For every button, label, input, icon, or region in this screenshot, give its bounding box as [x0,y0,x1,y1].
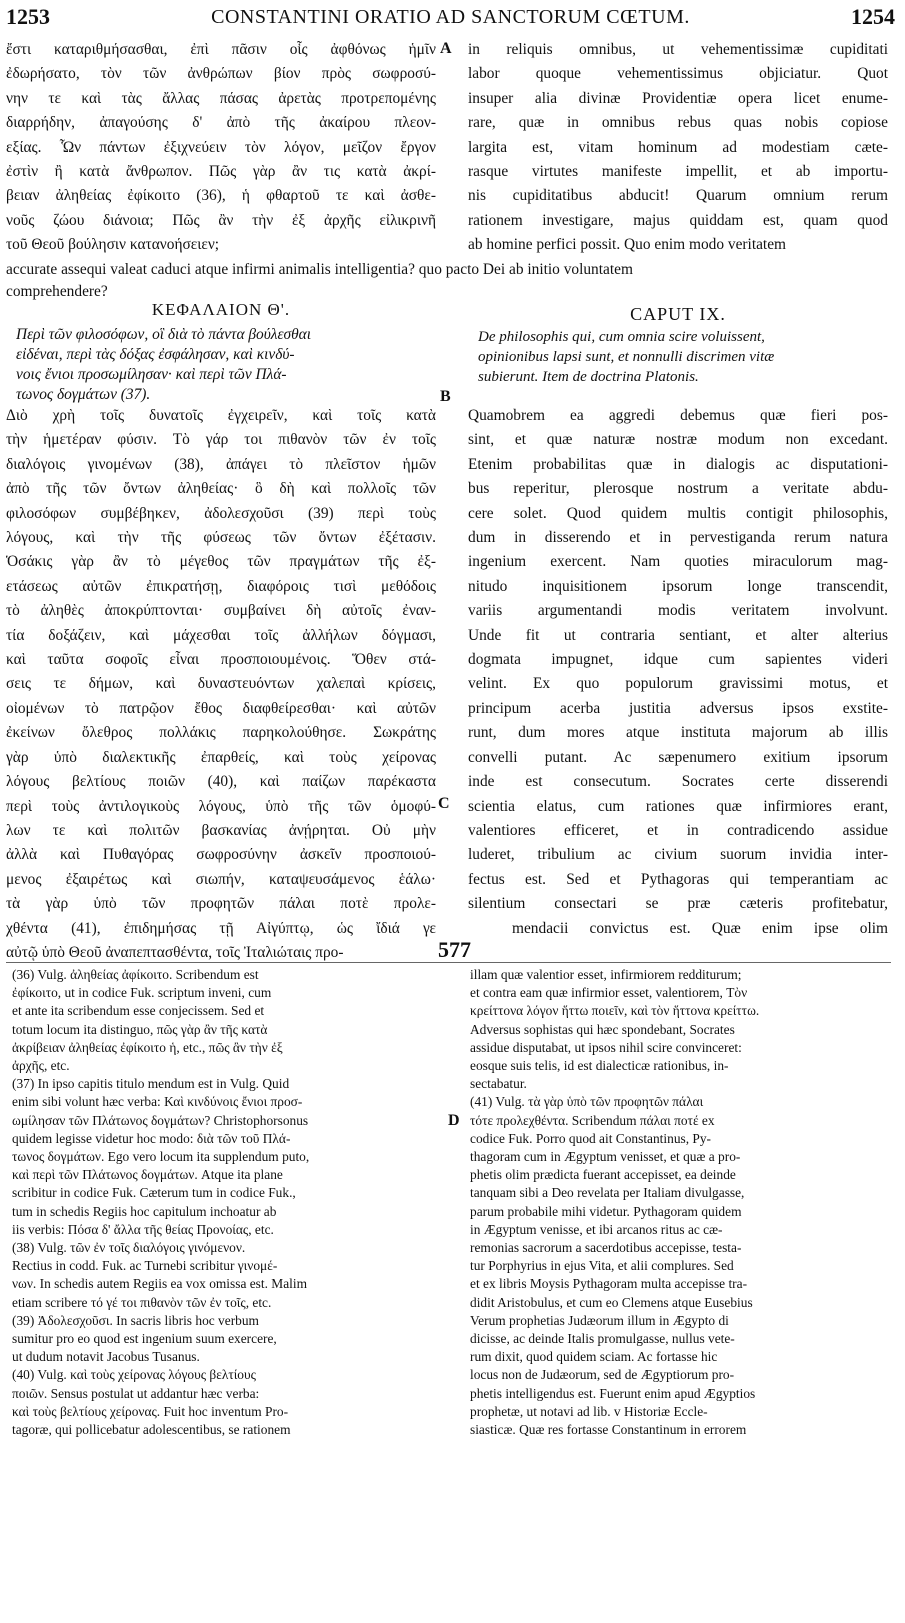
text-line: ingenium exercent. Nam quoties miraculorum mag- [468,553,888,571]
footnote-line: locus non de Judæorum, sed de Ægyptiorum pro- [470,1367,735,1383]
text-line: τοῦ Θεοῦ βούλησιν κατανοήσειεν; [6,236,220,254]
subtitle-line: τωνος δογμάτων (37). [16,386,151,403]
text-line: τὸ ἀληθὲς ἀποκρύπτονται· συμβαίνει δὴ αὐτοῖς ἐναν- [6,602,436,620]
margin-marker-c: C [438,795,450,812]
text-line: λων τε καὶ πολιτῶν βασκανίας ἀνῄρηται. Οὐ μὴν [6,821,436,839]
footnotes-right [470,966,890,1439]
footnote-line: phetis intelligendus est. Fuerunt enim apud Ægyptios [470,1385,756,1401]
text-line: γὰρ ὑπὸ διαλεκτικῆς ἐπαρθείς, καὶ τοὺς χείρονας [6,748,436,766]
footnote-line: didit Aristobulus, et cum eo Clemens atque Eusebius [470,1294,753,1310]
margin-marker-d: D [448,1112,460,1129]
text-line: ετάσεως αὐτῶν ἐπικρατήσῃ, διαφόροις τισὶ μεθόδοις [6,577,436,595]
latin-column-body [468,404,888,941]
text-line: nis cupiditatibus abducit! Quarum omnium rerum [468,187,888,205]
text-line: αὐτῷ ὑπὸ Θεοῦ ἀναπεπτασθέντα, τοῖς Ἰταλιώταις προ- [6,943,344,961]
text-line: dum in disserendo et in pervestiganda rerum natura [468,529,888,547]
footnote-line: (40) Vulg. καὶ τοὺς χείρονας λόγους βελτίους [12,1367,256,1383]
page-number-left: 1253 [6,4,50,29]
running-title: CONSTANTINI ORATIO AD SANCTORUM CŒTUM. [211,6,690,28]
subtitle-line: De philosophis qui, cum omnia scire voluissent, [478,329,765,345]
text-line: σεις τε δήμων, καὶ δυναστευόντων χαλεπαὶ κρίσεις, [6,675,436,693]
footnote-line: iis verbis: Πόσα δ' ἄλλα τῆς θείας Προνοίας, etc. [12,1221,274,1237]
text-line: sint, et quæ naturæ nostræ modum non excedant. [468,431,888,449]
text-line: Διὸ χρὴ τοῖς δυνατοῖς ἐγχειρεῖν, καὶ τοῖς κατὰ [6,407,436,424]
text-line: velint. Ex quo populorum gravissimi motus, et [468,675,888,693]
text-line: φιλοσόφων συμβέβηκεν, ἀδολεσχοῦσι (39) περὶ τοὺς [6,504,436,522]
footnote-line: Verum prophetias Judæorum illum in Ægypto di [470,1312,729,1328]
text-line: περὶ τοὺς ἀντιλογικοὺς λόγους, ὑπὸ τῆς τῶν ὁμοφύ- [6,797,436,815]
footnote-line: scribitur in codice Fuk. Cæterum tum in codice Fuk., [12,1185,296,1201]
subtitle-line: opinionibus lapsi sunt, et nonnulli discrimen vitæ [478,349,775,365]
greek-chapter-heading: ΚΕΦΑΛΑΙΟΝ Θ'. [151,300,291,319]
text-line: rationem investigare, majus quiddam est, quam quod [468,211,888,229]
footnote-line: in Ægyptum venisse, et ibi arcanos ritus ac cæ- [470,1221,723,1237]
footnote-line: parum probabile mihi videtur. Pythagoram quidem [470,1203,742,1219]
text-line: ἐδωρήσατο, τὸν τῶν ἀνθρώπων βίον πρὸς σωφροσύ- [6,65,436,83]
footnote-line: quidem legisse videtur hoc modo: διὰ τῶν τοῦ Πλά- [12,1130,291,1146]
text-line: ἐστὶν ἢ κατὰ ἄνθρωπον. Πῶς γὰρ ἂν τις κατὰ ἀκρί- [6,163,436,181]
footnote-line: ἀρχῆς, etc. [12,1058,70,1074]
page-signature-number: 577 [438,937,471,962]
footnote-line: codice Fuk. Porro quod ait Constantinus, Py- [470,1130,712,1146]
text-line: καὶ ταῦτα σοφοῖς εἶναι προσποιουμένοις. Ὅθεν στά- [6,651,436,669]
text-line: principum acerba justitia adversus ipsos exstite- [468,699,888,717]
footnote-line: νων. In schedis autem Regiis ea vox omissa est. Malim [12,1276,308,1292]
text-line: valentiores efficeret, et in contradicendo assidue [468,821,888,839]
footnote-line: thagoram cum in Ægyptum venisset, et quæ a pro- [470,1149,741,1165]
footnote-line: ut dudum notavit Jacobus Tusanus. [12,1349,200,1365]
text-line: νοῦς ζώου διάνοια; Πῶς ἂν τὴν ἐξ ἀρχῆς εἰλικρινῆ [6,211,436,229]
text-line: rasque virtutes manifeste impellit, et ab importu- [468,163,888,181]
text-line: in reliquis omnibus, ut vehementissimæ cupiditati [468,41,888,58]
greek-column-top [6,38,436,258]
subtitle-line: νοις ἔνιοι προσωμίλησαν· καὶ περὶ τῶν Πλά- [16,366,287,383]
text-line: ἀλλὰ καὶ Πυθαγόρας σωφροσύνην ἀσκεῖν προσποιού- [6,846,436,864]
footnote-line: sumitur pro eo quod est ingenium suum exercere, [12,1331,277,1347]
text-line: largita est, vitam hominum ad modestiam cæte- [468,138,888,156]
footnote-line: ωμίλησαν τῶν Πλάτωνος δογμάτων? Christophorsonus [12,1112,309,1128]
text-line: χθέντα (41), ἐπιδημήσας τῇ Αἰγύπτῳ, ὡς ἴδιά γε [6,919,436,937]
footnote-line: τωνος δογμάτων. Ego vero locum ita supplendum puto, [12,1149,310,1165]
text-line: convelli putant. Ac sæpenumero exitium ipsorum [468,748,888,766]
text-line: scientia elatus, cum rationes quæ infirmiores erant, [468,797,888,815]
footnote-line: et contra eam quæ infirmior esset, valentiorem, Τὸν [470,985,748,1001]
text-line: τία δοξάζειν, καὶ μάχεσθαι τοῖς ἀλλήλων δόγμασι, [6,626,436,644]
text-line: luderet, tribulium ac civium suorum invidia inter- [468,846,888,864]
page-header [6,4,895,30]
footnote-line: tanquam sibi a Deo revelata per Italiam divulgasse, [470,1185,745,1201]
latin-column-top [468,38,888,258]
text-line: dogmata impugnet, idque cum sapientes videri [468,651,888,669]
footnote-line: (41) Vulg. τὰ γὰρ ὑπὸ τῶν προφητῶν πάλαι [470,1094,704,1110]
greek-chapter-subtitle [16,325,426,405]
footnote-line: et ante ita scribendum esse conjecissem. Sed et [12,1003,265,1019]
text-line: βειαν ἀληθείας ἐφίκοιτο (36), ἡ φθαρτοῦ τε καὶ ἀσθε- [6,187,436,205]
text-line: silentium consectari se præ cæteris profitebatur, [468,895,888,913]
text-line: insuper alia divinæ Providentiæ opera licet enume- [468,89,888,107]
greek-column-body [6,404,436,965]
text-line: labor quoque vehementissimus objiciatur. Quot [468,65,888,83]
footnote-line: tum in schedis Regiis hoc capitulum inchoatur ab [12,1203,277,1219]
text-line: rare, quæ in omnibus rebus quas nobis copiose [468,114,888,132]
footnote-line: (36) Vulg. ἀληθείας ἀφίκοιτο. Scribendum est [12,967,259,982]
footnote-line: ποιῶν. Sensus postulat ut addantur hæc verba: [12,1385,260,1401]
latin-chapter-heading: CAPUT IX. [630,304,726,324]
footnote-line: sectabatur. [470,1076,527,1092]
text-line: inde est consecutum. Socrates certe disserendi [468,773,888,791]
footnote-line: ἀκρίβειαν ἀληθείας ἐφίκοιτο ἡ, etc., πῶς ἂν τὴν ἐξ [12,1039,283,1055]
footnote-line: et ex libris Moysis Pythagoram multa accepisse tra- [470,1276,748,1292]
footnote-line: tur Porphyrius in ejus Vita, et alii complures. Sed [470,1258,734,1274]
text-line: Quamobrem ea aggredi debemus quæ fieri pos- [468,407,888,424]
text-line: bus reperitur, plerosque nostrum a veritate abdu- [468,480,888,498]
footnote-line: Adversus sophistas qui hæc spondebant, Socrates [470,1021,735,1037]
footnote-line: (38) Vulg. τῶν ἐν τοῖς διαλόγοις γινόμενον. [12,1240,246,1256]
footnote-line: prophetæ, ut notavi ad lib. v Historiæ Eccle- [470,1403,708,1419]
footnote-line: τότε προλεχθέντα. Scribendum πάλαι ποτέ ex [470,1112,715,1128]
text-line: τὴν ἡμετέραν φύσιν. Τὸ γάρ τοι πιθανὸν τῶν ἐν τοῖς [6,431,436,449]
footnote-line: dicisse, ac deinde Italis promulgasse, nullus vete- [470,1331,735,1347]
footnote-line: Rectius in codd. Fuk. ac Turnebi scribitur γινομέ- [12,1258,278,1274]
margin-marker-a: A [440,40,452,57]
footnote-line: assidue disputabat, ut ipsos nihil scire convinceret: [470,1039,742,1055]
text-line: λόγους βελτίους ποιῶν (40), καὶ παίζων παρέκαστα [6,773,436,791]
footnote-line: καὶ τοὺς βελτίους χείρονας. Fuit hoc inventum Pro- [12,1403,289,1419]
full-width-line-1: accurate assequi valeat caduci atque infirmi animalis intelligentia? quo pacto Dei ab initio voluntatem [6,261,633,278]
footnote-line: remonias sacrorum a sacerdotibus accepisse, testa- [470,1240,742,1256]
text-line: fectus est. Sed et Pythagoras qui temperantiam ac [468,870,888,888]
text-line: nitudo inquisitionem ipsorum longe transcendit, [468,577,888,595]
text-line: cere solet. Quod quidem multis contigit philosophis, [468,504,888,522]
footnote-separator [6,962,891,963]
footnote-line: (37) In ipso capitis titulo mendum est in Vulg. Quid [12,1076,290,1092]
text-line: variis argumentandi modis veritatem involvunt. [468,602,888,620]
footnote-line: etiam scribere τό γέ τοι πιθανὸν τῶν ἐν τοῖς, etc. [12,1294,272,1310]
footnote-line: ἐφίκοιτο, ut in codice Fuk. scriptum inveni, cum [12,985,272,1001]
text-line: ab homine perfici possit. Quo enim modo veritatem [468,236,787,254]
text-line: οἰομένων τὸ πατρῷον ἔθος διαφθείρεσθαι· καὶ αὐτῶν [6,699,436,717]
footnote-line: tagoræ, qui pollicebatur adolescentibus, se rationem [12,1422,291,1438]
subtitle-line: Περὶ τῶν φιλοσόφων, οἳ διὰ τὸ πάντα βούλεσθαι [16,326,312,343]
text-line: Etenim probabilitas quæ in dialogis ac disputationi- [468,455,888,473]
text-line: Ὁσάκις γὰρ ἂν τὸ μέγεθος τῶν πραγμάτων τῆς ἐξ- [6,553,436,571]
text-line: ἔστι καταριθμήσασθαι, ἐπὶ πᾶσιν οἷς ἀφθόνως ἡμῖν [6,41,436,58]
text-line: διαρρήδην, ἀπαγούσης δ' ἀπὸ τῆς ἀκαίρου πλεον- [6,114,436,132]
text-line: ἐκείνων ὄλεθρος πολλάκις παρηκολούθησε. Σωκράτης [6,724,436,742]
page-number-right: 1254 [851,4,895,29]
text-line: runt, dum mores atque instituta majorum ab illis [468,724,888,742]
text-line: Unde fit ut contraria sentiant, et alter alterius [468,626,888,644]
text-line: διαλόγοις γινομένων (38), ἀπάγει τὸ πλεῖστον ἡμῶν [6,455,436,473]
text-line: mendacii convictus est. Quæ enim ipse olim [512,919,888,937]
footnote-line: enim sibi volunt hæc verba: Καὶ κινδύνοις ἔνιοι προσ- [12,1094,303,1110]
margin-marker-b: B [440,388,451,405]
text-line: λόγους, καὶ τὴν τῆς φύσεως τῶν ὄντων ἐξέτασιν. [6,529,436,547]
subtitle-line: εἰδέναι, περὶ τὰς δόξας ἐσφάλησαν, καὶ κινδύ- [16,346,295,363]
text-line: νην τε καὶ τὰς ἄλλας πάσας ἀρετὰς προτρεπομένης [6,89,436,107]
latin-chapter-subtitle [478,327,883,387]
full-width-line-2: comprehendere? [6,283,108,300]
footnote-line: κρείττονα λόγον ἥττω ποιεῖν, καὶ τὸν ἥττονα κρείττω. [470,1003,760,1019]
footnote-line: (39) Ἀδολεσχοῦσι. In sacris libris hoc verbum [12,1312,259,1328]
footnote-line: καὶ περὶ τῶν Πλάτωνος δογμάτων. Atque ita plane [12,1167,283,1183]
footnote-line: phetis olim prædicta fuerant accepisset, ea deinde [470,1167,736,1183]
text-line: ἀπὸ τῆς τῶν ὄντων ἀληθείας· ὃ δὴ καὶ πολλοῖς τῶν [6,480,436,498]
footnote-line: rum dixit, quod quidem sciam. Ac fortasse hic [470,1349,718,1365]
footnote-line: totum locum ita distinguo, πῶς γὰρ ἂν τῆς κατὰ [12,1021,268,1037]
footnote-line: eosque suis telis, id est dialecticæ rationibus, in- [470,1058,729,1074]
text-line: τὰ γὰρ ὑπὸ τῶν προφητῶν πάλαι ποτὲ προλε- [6,895,436,913]
text-line: μενος ἐξαιρέτως καὶ σιωπήν, καταψευσάμενος ἑάλω· [6,870,436,888]
footnote-line: illam quæ valentior esset, infirmiorem redditurum; [470,967,742,982]
subtitle-line: subierunt. Item de doctrina Platonis. [478,369,699,385]
footnotes-left [12,966,437,1439]
text-line: εξίας. Ὧν πάντων ἐξιχνεύειν τὸν λόγον, μεῖζον ἔργον [6,138,436,156]
footnote-line: siasticæ. Quæ res fortasse Constantinum in errorem [470,1422,747,1438]
